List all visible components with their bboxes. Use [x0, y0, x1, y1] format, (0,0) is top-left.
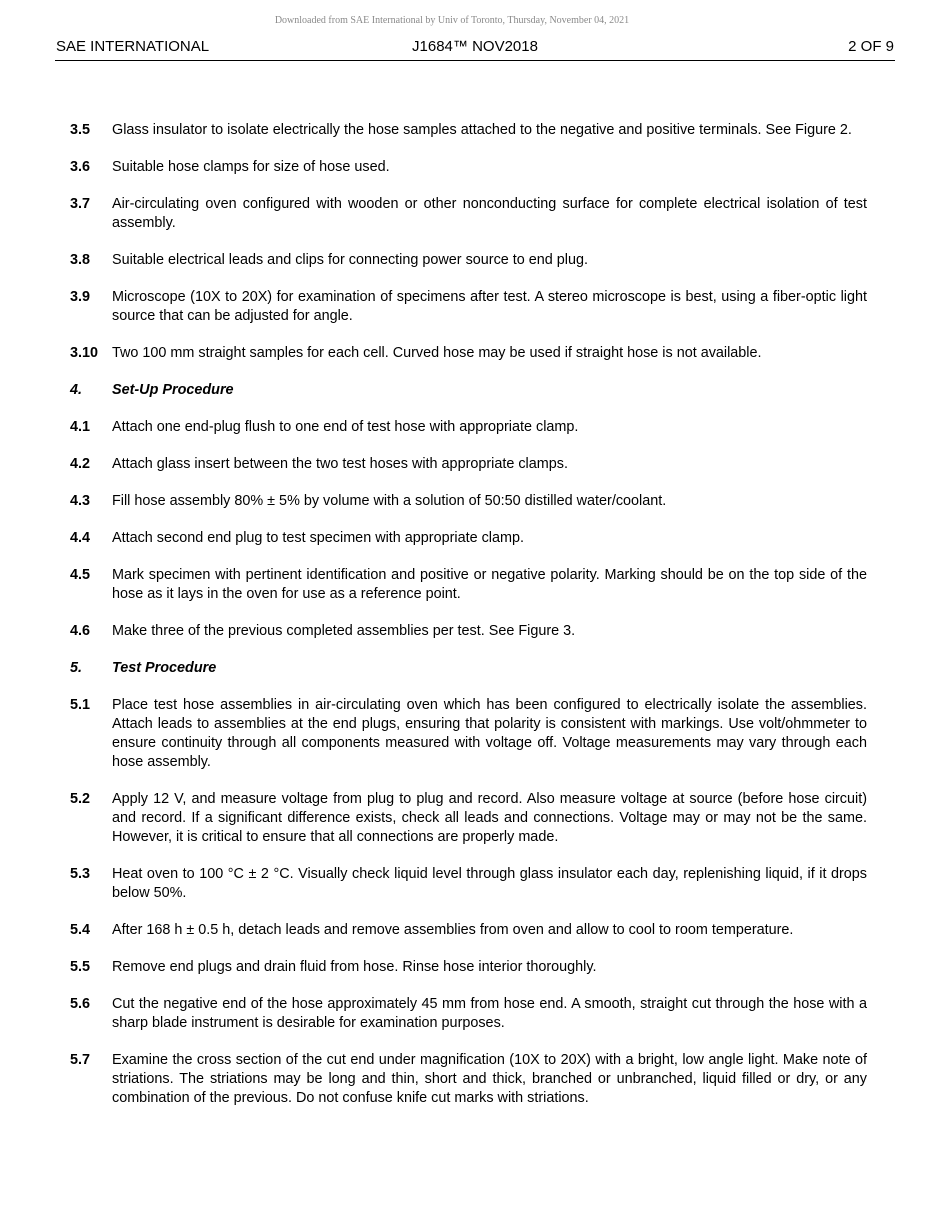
- clause-number: 5.4: [70, 922, 91, 938]
- clause-number: 5.6: [70, 996, 91, 1012]
- clause-text: Glass insulator to isolate electrically the hose samples attached to the negative and positive terminals. See Figure 2.: [112, 122, 852, 138]
- clause-5-2: [70, 790, 867, 847]
- clause-number: 4.6: [70, 623, 91, 639]
- clause-3-6: [70, 158, 867, 177]
- clause-4-3: [70, 492, 867, 511]
- document-body: [70, 121, 867, 1126]
- clause-number: 5.5: [70, 959, 91, 975]
- clause-number: 3.8: [70, 252, 91, 268]
- clause-text: Suitable hose clamps for size of hose used.: [112, 159, 390, 175]
- clause-number: 5.1: [70, 697, 91, 713]
- clause-number: 3.10: [70, 345, 99, 361]
- section-title: Set-Up Procedure: [112, 382, 234, 398]
- clause-text: Attach second end plug to test specimen with appropriate clamp.: [112, 530, 524, 546]
- clause-text: Remove end plugs and drain fluid from hose. Rinse hose interior thoroughly.: [112, 959, 597, 975]
- clause-text: Place test hose assemblies in air-circulating oven which has been configured to electrically isolate the assemblies. Attach leads to assemblies at the end plugs, ensuring that polarity is consistent with markings. Use volt/ohmmeter to ensure continuity through all components measured with voltage off. Voltage measurements may vary through each hose assembly.: [112, 697, 867, 770]
- clause-text: Examine the cross section of the cut end under magnification (10X to 20X) with a bright, low angle light. Make note of striations. The striations may be long and thin, short and thick, branched or unbranched, liquid filled or dry, or any combination of the previous. Do not confuse knife cut marks with striations.: [112, 1052, 867, 1106]
- clause-text: Attach glass insert between the two test hoses with appropriate clamps.: [112, 456, 568, 472]
- clause-3-9: [70, 288, 867, 326]
- clause-number: 4.5: [70, 567, 91, 583]
- clause-5-4: [70, 921, 867, 940]
- clause-3-7: [70, 195, 867, 233]
- document-number: J1684™ NOV2018: [412, 38, 538, 55]
- clause-3-8: [70, 251, 867, 270]
- clause-number: 5.3: [70, 866, 91, 882]
- clause-number: 3.5: [70, 122, 91, 138]
- clause-text: Attach one end-plug flush to one end of test hose with appropriate clamp.: [112, 419, 579, 435]
- section-heading-setup: [70, 381, 867, 400]
- organization-name: SAE INTERNATIONAL: [56, 38, 210, 55]
- clause-3-5: [70, 121, 867, 140]
- clause-4-2: [70, 455, 867, 474]
- clause-text: After 168 h ± 0.5 h, detach leads and remove assemblies from oven and allow to cool to room temperature.: [112, 922, 794, 938]
- clause-text: Two 100 mm straight samples for each cell. Curved hose may be used if straight hose is not available.: [112, 345, 762, 361]
- clause-5-3: [70, 865, 867, 903]
- section-heading-test: [70, 659, 867, 678]
- clause-number: 4.1: [70, 419, 91, 435]
- clause-number: 4.2: [70, 456, 91, 472]
- clause-number: 5.7: [70, 1052, 91, 1068]
- section-title: Test Procedure: [112, 660, 217, 676]
- clause-number: 5.2: [70, 791, 91, 807]
- clause-4-6: [70, 622, 867, 641]
- clause-3-10: [70, 344, 867, 363]
- clause-text: Apply 12 V, and measure voltage from plug to plug and record. Also measure voltage at source (before hose circuit) and record. If a significant difference exists, check all leads and connections. Voltage may or may not be the same. However, it is critical to ensure that all connections are properly made.: [112, 791, 867, 845]
- clause-5-7: [70, 1051, 867, 1108]
- download-watermark: Downloaded from SAE International by Univ of Toronto, Thursday, November 04, 2021: [274, 15, 630, 26]
- section-number: 5.: [70, 660, 83, 676]
- clause-4-4: [70, 529, 867, 548]
- section-number: 4.: [70, 382, 83, 398]
- clause-number: 3.9: [70, 289, 91, 305]
- clause-5-5: [70, 958, 867, 977]
- clause-text: Fill hose assembly 80% ± 5% by volume with a solution of 50:50 distilled water/coolant.: [112, 493, 667, 509]
- clause-5-6: [70, 995, 867, 1033]
- clause-number: 4.3: [70, 493, 91, 509]
- clause-text: Suitable electrical leads and clips for connecting power source to end plug.: [112, 252, 588, 268]
- page-number: 2 OF 9: [848, 38, 894, 55]
- clause-number: 3.6: [70, 159, 91, 175]
- clause-4-5: [70, 566, 867, 604]
- clause-text: Cut the negative end of the hose approximately 45 mm from hose end. A smooth, straight cut through the hose with a sharp blade instrument is desirable for examination purposes.: [112, 996, 867, 1031]
- clause-number: 4.4: [70, 530, 91, 546]
- clause-number: 3.7: [70, 196, 91, 212]
- clause-4-1: [70, 418, 867, 437]
- clause-text: Heat oven to 100 °C ± 2 °C. Visually check liquid level through glass insulator each day, replenishing liquid, if it drops below 50%.: [112, 866, 867, 901]
- clause-text: Microscope (10X to 20X) for examination of specimens after test. A stereo microscope is best, using a fiber-optic light source that can be adjusted for angle.: [112, 289, 867, 324]
- clause-text: Mark specimen with pertinent identification and positive or negative polarity. Marking should be on the top side of the hose as it lays in the oven for use as a reference point.: [112, 567, 867, 602]
- clause-5-1: [70, 696, 867, 772]
- page-header: [55, 38, 895, 61]
- clause-text: Make three of the previous completed assemblies per test. See Figure 3.: [112, 623, 576, 639]
- clause-text: Air-circulating oven configured with wooden or other nonconducting surface for complete electrical isolation of test assembly.: [112, 196, 867, 231]
